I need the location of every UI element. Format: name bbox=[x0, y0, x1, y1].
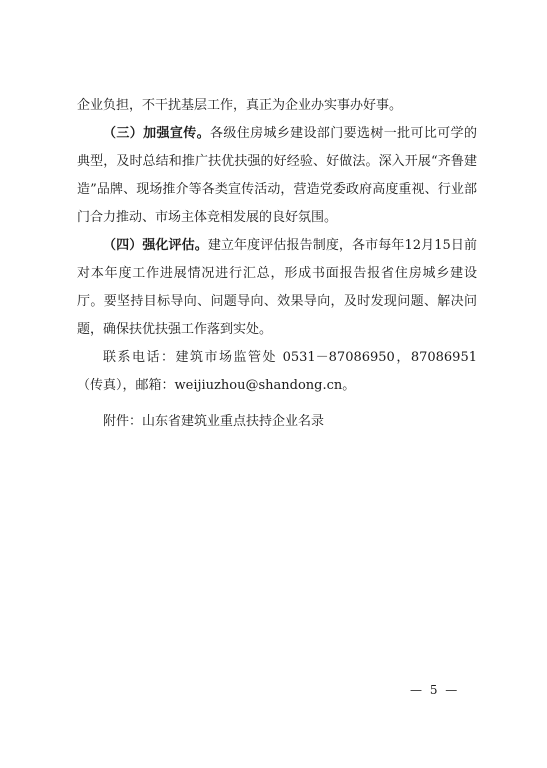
attachment-line: 附件：山东省建筑业重点扶持企业名录 bbox=[103, 414, 325, 429]
paragraph-text: 建立年度评估报告制度，各市每年12月15日前对本年度工作进展情况进行汇总，形成书面报告报省住房城乡建设厅。要坚持目标导向、问题导向、效果导向，及时发现问题、解决问题，确保扶优扶强工作落到实处。 bbox=[77, 238, 477, 337]
paragraph-contact bbox=[77, 344, 477, 400]
paragraph-continuation bbox=[77, 92, 477, 120]
page-number: — 5 — bbox=[410, 683, 460, 697]
section-heading: （四）强化评估。 bbox=[103, 238, 208, 253]
document-body bbox=[77, 92, 477, 400]
paragraph-publicity bbox=[77, 120, 477, 232]
contact-text: 联系电话：建筑市场监管处 0531－87086950，87086951（传真），邮箱：weijiuzhou@shandong.cn。 bbox=[77, 350, 477, 393]
paragraph-text: 企业负担，不干扰基层工作，真正为企业办实事办好事。 bbox=[77, 98, 403, 113]
paragraph-text: 各级住房城乡建设部门要选树一批可比可学的典型，及时总结和推广扶优扶强的好经验、好做法。深入开展“齐鲁建造”品牌、现场推介等各类宣传活动，营造党委政府高度重视、行业部门合力推动、市场主体竞相发展的良好氛围。 bbox=[77, 126, 477, 225]
section-heading: （三）加强宣传。 bbox=[103, 126, 210, 141]
paragraph-evaluation bbox=[77, 232, 477, 344]
